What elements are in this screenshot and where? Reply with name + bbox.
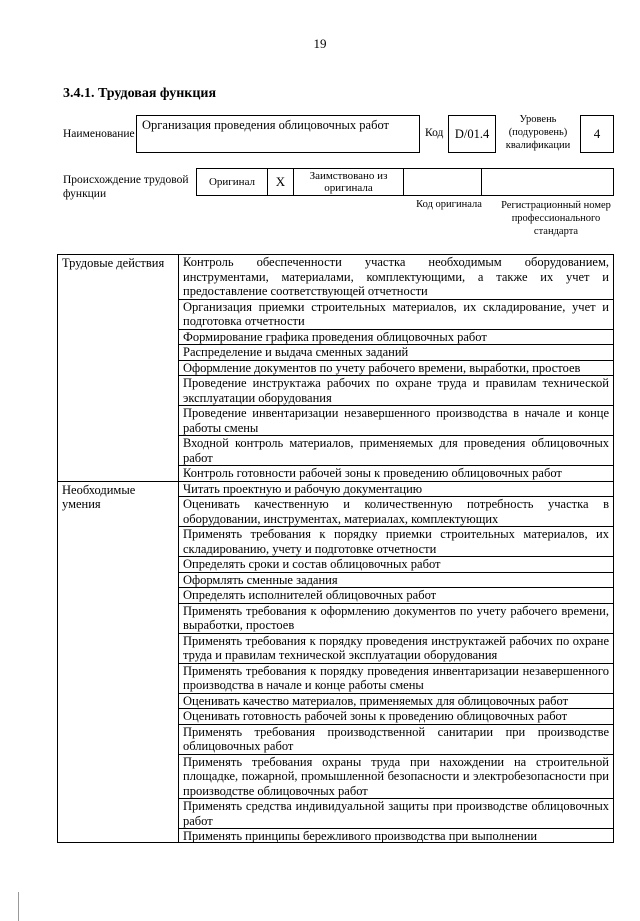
original-mark-cell: X — [268, 168, 294, 196]
skill-item: Применять требования к порядку проведения инструктажей рабочих по охране труда и правилам технической эксплуатации оборудования — [179, 633, 614, 663]
action-item: Организация приемки строительных материалов, их складирование, учет и подготовка отчетности — [179, 299, 614, 329]
skill-item: Оценивать качественную и количественную потребность участка в оборудовании, инструментах, материалах, комплектующих — [179, 497, 614, 527]
code-box: D/01.4 — [448, 115, 496, 153]
level-label: Уровень (подуровень) квалификации — [505, 114, 571, 151]
action-item: Формирование графика проведения облицовочных работ — [179, 329, 614, 345]
action-item: Входной контроль материалов, применяемых для проведения облицовочных работ — [179, 436, 614, 466]
borrowed-cell: Заимствовано из оригинала — [294, 168, 404, 196]
skill-item: Применять требования к оформлению документов по учету рабочего времени, выработки, простоев — [179, 603, 614, 633]
skill-item: Определять исполнителей облицовочных работ — [179, 588, 614, 604]
action-item: Проведение инвентаризации незавершенного производства в начале и конце работы смены — [179, 406, 614, 436]
function-table — [57, 254, 614, 843]
skills-label: Необходимые умения — [58, 481, 179, 843]
origin-label: Происхождение трудовой функции — [63, 174, 189, 200]
actions-label: Трудовые действия — [58, 255, 179, 482]
code-original-label: Код оригинала — [416, 199, 482, 210]
action-item: Контроль готовности рабочей зоны к проведению облицовочных работ — [179, 466, 614, 482]
function-name-box: Организация проведения облицовочных работ — [136, 115, 420, 153]
page-edge-mark — [18, 892, 29, 921]
action-item: Проведение инструктажа рабочих по охране труда и правилам технической эксплуатации оборудования — [179, 376, 614, 406]
skill-item: Применять средства индивидуальной защиты при производстве облицовочных работ — [179, 799, 614, 829]
name-label: Наименование — [63, 128, 135, 140]
level-box: 4 — [580, 115, 614, 153]
origin-row — [196, 168, 614, 196]
table-row — [58, 481, 614, 497]
code-original-cell — [404, 168, 482, 196]
action-item: Распределение и выдача сменных заданий — [179, 345, 614, 361]
action-item: Контроль обеспеченности участка необходимым оборудованием, инструментами, материалами, комплектующими, а также их учет и предоставление соответствующей отчетности — [179, 255, 614, 300]
reg-number-label: Регистрационный номер профессионального стандарта — [501, 200, 611, 237]
reg-number-cell — [482, 168, 614, 196]
original-cell: Оригинал — [196, 168, 268, 196]
page-number: 19 — [313, 36, 327, 51]
skill-item: Определять сроки и состав облицовочных работ — [179, 557, 614, 573]
skill-item-truncated — [179, 829, 614, 843]
skill-item: Оформлять сменные задания — [179, 572, 614, 588]
skill-item: Применять требования к порядку проведения инвентаризации незавершенного производства в начале и конце работы смены — [179, 663, 614, 693]
skill-item-text: Применять принципы бережливого производства при выполнении — [183, 829, 538, 842]
skill-item: Применять требования охраны труда при нахождении на строительной площадке, пожарной, промышленной безопасности и электробезопасности при производстве облицовочных работ — [179, 754, 614, 799]
table-row — [58, 255, 614, 300]
section-title: 3.4.1. Трудовая функция — [63, 86, 217, 101]
skill-item: Оценивать готовность рабочей зоны к проведению облицовочных работ — [179, 709, 614, 725]
code-label: Код — [425, 127, 444, 139]
skill-item: Применять требования к порядку приемки строительных материалов, их складированию, учету и подготовке отчетности — [179, 527, 614, 557]
skill-item: Применять требования производственной санитарии при производстве облицовочных работ — [179, 724, 614, 754]
action-item: Оформление документов по учету рабочего времени, выработки, простоев — [179, 360, 614, 376]
skill-item: Оценивать качество материалов, применяемых для облицовочных работ — [179, 693, 614, 709]
skill-item: Читать проектную и рабочую документацию — [179, 481, 614, 497]
